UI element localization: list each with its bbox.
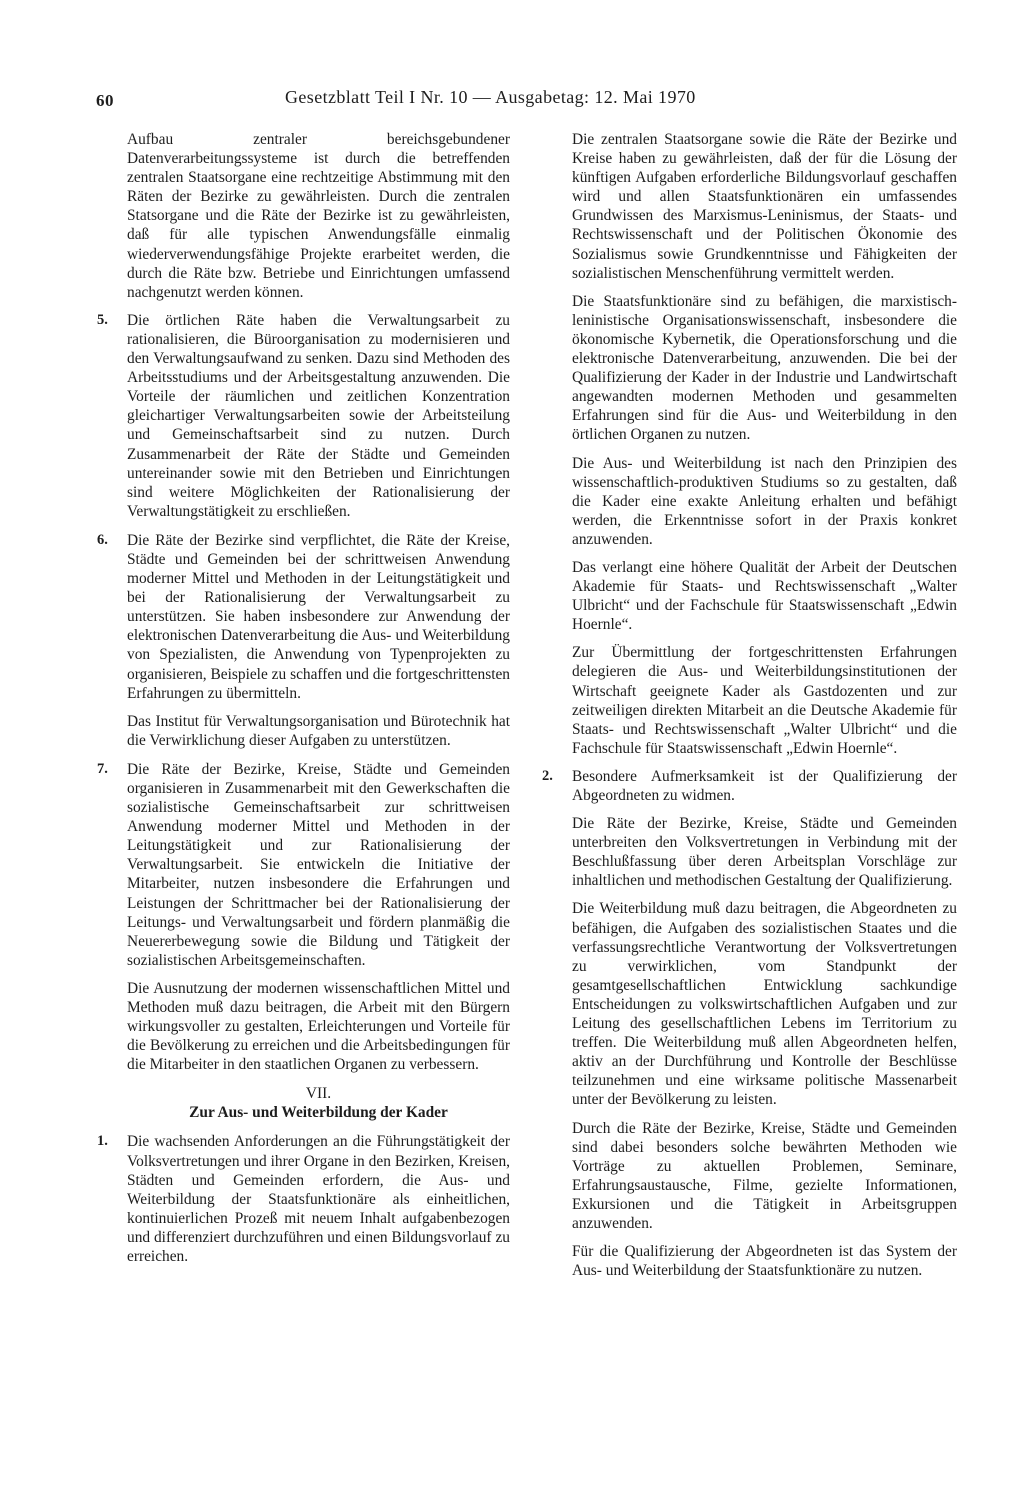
item-7 <box>97 760 510 1075</box>
item-text: Die Räte der Bezirke sind verpflichtet, die Räte der Kreise, Städte und Gemeinden bei der schrittweisen Anwendung moderner Mittel und Methoden in der Leitungstätigkeit und bei der Rationalisierung der Verwaltungsarbeit zu unterstützen. Sie haben insbesondere zur Anwendung der elektronischen Datenverarbeitung die Aus- und Weiterbildung von Spezialisten, die Anwendung von Typenprojekten zu organisieren, Beispiele zu schaffen und die fortgeschrittensten Erfahrungen zu übermitteln. <box>127 531 510 702</box>
section-heading <box>127 1084 510 1122</box>
item-5 <box>97 311 510 521</box>
item-text: Die wachsenden Anforderungen an die Führungstätigkeit der Volksvertretungen und ihrer Organe in den Bezirken, Kreisen, Städten und Gemeinden erfordern, die Aus- und Weiterbildung der Staatsfunktionäre als einheitlichen, kontinuierlichen Prozeß mit neuem Inhalt aufgabenbezogen und differenziert durchzuführen und einen Bildungsvorlauf zu erreichen. <box>127 1133 510 1265</box>
right-column <box>542 130 957 1290</box>
paragraph: Die Staatsfunktionäre sind zu befähigen, die marxistisch-leninistische Organisationswissenschaft, insbesondere die ökonomische Kybernetik, die Operationsforschung und die elektronische Datenverarbeitung, anzuwenden. Die bei der Qualifizierung der Kader in der Industrie und Landwirtschaft angewandten modernen Methoden und gesammelten Erfahrungen sind für die Aus- und Weiterbildung in den örtlichen Organen zu nutzen. <box>572 292 957 444</box>
item-text: Das Institut für Verwaltungsorganisation und Bürotechnik hat die Verwirklichung dieser Aufgaben zu unterstützen. <box>127 712 510 749</box>
item-number: 5. <box>97 311 108 328</box>
page-header-title: Gesetzblatt Teil I Nr. 10 — Ausgabetag: 12. Mai 1970 <box>285 87 696 107</box>
item-text: Die Weiterbildung muß dazu beitragen, die Abgeordneten zu befähigen, die Aufgaben des sozialistischen Staates und die verfassungsrechtliche Verantwortung der Volksvertretungen zu verwirklichen, vom Standpunkt der gesamtgesellschaftlichen Entwicklung sachkundige Entscheidungen zu volkswirtschaftlichen Aufgaben und zur Leitung des gesellschaftlichen Lebens im Territorium zu treffen. Die Weiterbildung muß allen Abgeordneten helfen, aktiv an der Durchführung und Kontrolle der Beschlüsse teilzunehmen und eine wirksame politische Massenarbeit unter der Bevölkerung zu leisten. <box>572 900 957 1109</box>
item-2 <box>542 767 957 1280</box>
item-number: 6. <box>97 531 108 548</box>
item-number: 2. <box>542 767 553 784</box>
paragraph: Zur Übermittlung der fortgeschrittensten Erfahrungen delegieren die Aus- und Weiterbildungsinstitutionen der Wirtschaft geeignete Kader als Gastdozenten und zur zeitweiligen direkten Mitarbeit an die Deutsche Akademie für Staats- und Rechtswissenschaft „Walter Ulbricht“ und die Fachschule für Staatswissenschaft „Edwin Hoernle“. <box>572 644 957 757</box>
paragraph: Die Aus- und Weiterbildung ist nach den Prinzipien des wissenschaftlich-produktiven Studiums so zu gestalten, daß die Kader eine exakte Anleitung erhalten und befähigt werden, die Erkenntnisse sofort in der Praxis konkret anzuwenden. <box>572 454 957 548</box>
item-text: Für die Qualifizierung der Abgeordneten ist das System der Aus- und Weiterbildung der Staatsfunktionäre zu nutzen. <box>572 1243 957 1280</box>
page-number: 60 <box>96 91 114 110</box>
paragraph: Die zentralen Staatsorgane sowie die Räte der Bezirke und Kreise haben zu gewährleisten, daß der für die Lösung der künftigen Aufgaben erforderliche Bildungsvorlauf geschaffen wird und allen Staatsfunktionären ein umfassendes Grundwissen des Marxismus-Leninismus, der Staats- und Rechtswissenschaft und der Politischen Ökonomie des Sozialismus sowie Grundkenntnisse und Fähigkeiten der sozialistischen Menschenführung vermittelt werden. <box>572 131 957 282</box>
item-number: 7. <box>97 760 108 777</box>
item-text: Besondere Aufmerksamkeit ist der Qualifizierung der Abgeordneten zu widmen. <box>572 767 957 804</box>
section-number: VII. <box>305 1085 332 1103</box>
item-text: Die Räte der Bezirke, Kreise, Städte und Gemeinden unterbreiten den Volksvertretungen in Verbindung mit der Beschlußfassung über deren Arbeitsplan Vorschläge zur inhaltlichen und methodischen Gestaltung der Qualifizierung. <box>572 815 957 890</box>
item-text: Die Ausnutzung der modernen wissenschaftlichen Mittel und Methoden muß dazu beitragen, die Arbeit mit den Bürgern wirkungsvoller zu gestalten, Erleichterungen und Vorteile für die Bevölkerung zu erreichen und die Arbeitsbedingungen für die Mitarbeiter in den staatlichen Organen zu verbessern. <box>127 979 510 1074</box>
section-title: Zur Aus- und Weiterbildung der Kader <box>189 1104 448 1122</box>
intro-paragraph: Aufbau zentraler bereichsgebundener Datenverarbeitungssysteme ist durch die betreffenden zentralen Staatsorgane eine rechtzeitige Abstimmung mit den Räten der Bezirke zu gewährleisten. Durch die zentralen Statsorgane und die Räte der Bezirke ist zu gewährleisten, daß für alle typischen Anwendungsfälle einmalig wiederverwendungsfähige Projekte erarbeitet werden, die durch die Räte bzw. Betriebe und Einrichtungen umfassend nachgenutzt werden können. <box>127 131 510 301</box>
item-1 <box>97 1132 510 1266</box>
item-6 <box>97 531 510 750</box>
paragraph: Das verlangt eine höhere Qualität der Arbeit der Deutschen Akademie für Staats- und Rechtswissenschaft „Walter Ulbricht“ und der Fachschule für Staatswissenschaft „Edwin Hoernle“. <box>572 558 957 634</box>
item-text: Durch die Räte der Bezirke, Kreise, Städte und Gemeinden sind dabei besonders solche bewährten Methoden wie Vorträge zu aktuellen Problemen, Seminare, Erfahrungsaustausche, Filme, gezielte Informationen, Exkursionen und die Tätigkeit in Arbeitsgruppen anzuwenden. <box>572 1119 957 1232</box>
item-text: Die örtlichen Räte haben die Verwaltungsarbeit zu rationalisieren, die Büroorganisation zu modernisieren und den Verwaltungsaufwand zu senken. Dazu sind Methoden des Arbeitsstudiums und der Arbeitsgestaltung anzuwenden. Die Vorteile der räumlichen und zeitlichen Konzentration gleichartiger Verwaltungsarbeiten sowie der Arbeitsteilung und Gemeinschaftsarbeit sind zu nutzen. Durch Zusammenarbeit der Räte der Städte und Gemeinden untereinander sowie mit den Betrieben und Einrichtungen sind weitere Möglichkeiten der Rationalisierung der Verwaltungstätigkeit zu erschließen. <box>127 311 510 520</box>
left-column <box>97 130 510 1276</box>
item-text: Die Räte der Bezirke, Kreise, Städte und Gemeinden organisieren in Zusammenarbeit mit den Gewerkschaften die sozialistische Gemeinschaftsarbeit zur schrittweisen Anwendung moderner Mittel und Methoden in der Leitungstätigkeit und zur Rationalisierung der Verwaltungsarbeit. Sie entwickeln die Initiative der Mitarbeiter, nutzen insbesondere die Erfahrungen und Leistungen der Schrittmacher bei der Rationalisierung der Leitungs- und Verwaltungsarbeit und fördern planmäßig die Neuererbewegung sowie die Bildung und Tätigkeit der sozialistischen Arbeitsgemeinschaften. <box>127 760 510 969</box>
item-number: 1. <box>97 1133 108 1150</box>
